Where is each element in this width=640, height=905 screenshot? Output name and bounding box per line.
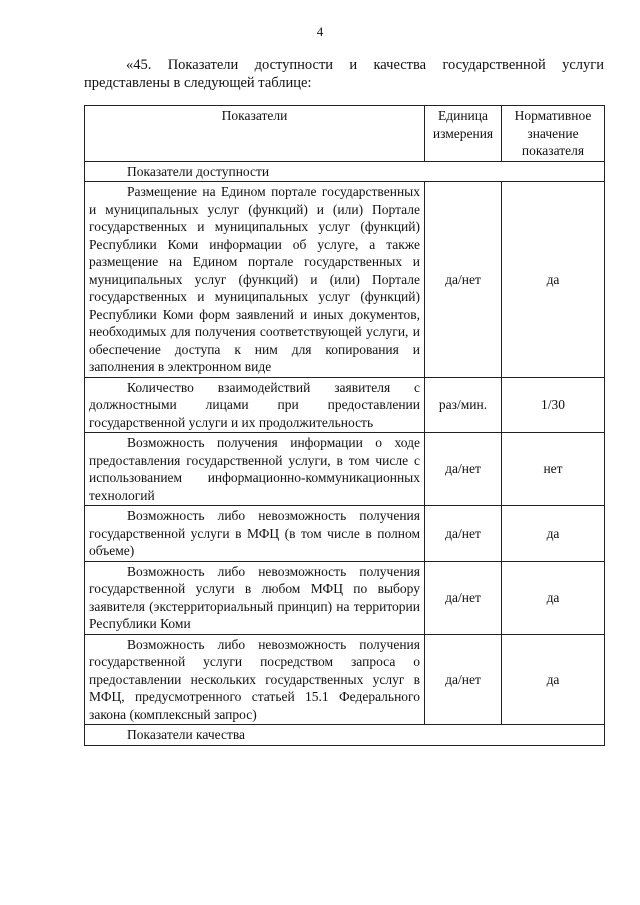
table-row [85,506,605,562]
value-cell: 1/30 [502,377,605,433]
unit-cell: да/нет [425,182,502,378]
page-number: 4 [316,24,324,39]
section-access-label: Показатели доступности [85,161,605,182]
header-norm: Нормативное значение показателя [502,106,605,162]
indicator-text: Возможность получения информации о ходе предоставления государственной услуги, в том числе с использованием информационно-коммуникационных технологий [85,433,425,506]
unit-cell: да/нет [425,634,502,725]
table-row [85,433,605,506]
value-cell: да [502,561,605,634]
table-row [85,182,605,378]
value-cell: нет [502,433,605,506]
indicator-text: Возможность либо невозможность получения государственной услуги в любом МФЦ по выбору заявителя (экстерриториальный принцип) на территории Республики Коми [85,561,425,634]
unit-cell: да/нет [425,506,502,562]
indicator-text: Количество взаимодействий заявителя с должностными лицами при предоставлении государственной услуги и их продолжительность [85,377,425,433]
value-cell: да [502,182,605,378]
table-row [85,634,605,725]
value-cell: да [502,634,605,725]
table-row [85,561,605,634]
indicators-table [84,105,605,746]
unit-cell: раз/мин. [425,377,502,433]
intro-paragraph: «45. Показатели доступности и качества государственной услуги представлены в следующей таблице: [84,57,604,91]
section-row-quality [85,725,605,746]
table-row [85,377,605,433]
header-row [85,106,605,162]
section-row-access [85,161,605,182]
value-cell: да [502,506,605,562]
indicator-text: Размещение на Едином портале государственных и муниципальных услуг (функций) и (или) Портале государственных и муниципальных услуг (функций) Республики Коми информации об услуге, а также размещение на Едином портале государственных и муниципальных услуг (функций) и (или) Портале государственных и муниципальных услуг (функций) Республики Коми форм заявлений и иных документов, необходимых для получения соответствующей услуги, и обеспечение доступа к ним для копирования и заполнения в электронном виде [85,182,425,378]
indicator-text: Возможность либо невозможность получения государственной услуги в МФЦ (в том числе в полном объеме) [85,506,425,562]
indicator-text: Возможность либо невозможность получения государственной услуги посредством запроса о предоставлении нескольких государственных услуг в МФЦ, предусмотренного статьей 15.1 Федерального закона (комплексный запрос) [85,634,425,725]
header-indicator: Показатели [85,106,425,162]
unit-cell: да/нет [425,561,502,634]
section-quality-label: Показатели качества [85,725,605,746]
header-unit: Единица измерения [425,106,502,162]
unit-cell: да/нет [425,433,502,506]
